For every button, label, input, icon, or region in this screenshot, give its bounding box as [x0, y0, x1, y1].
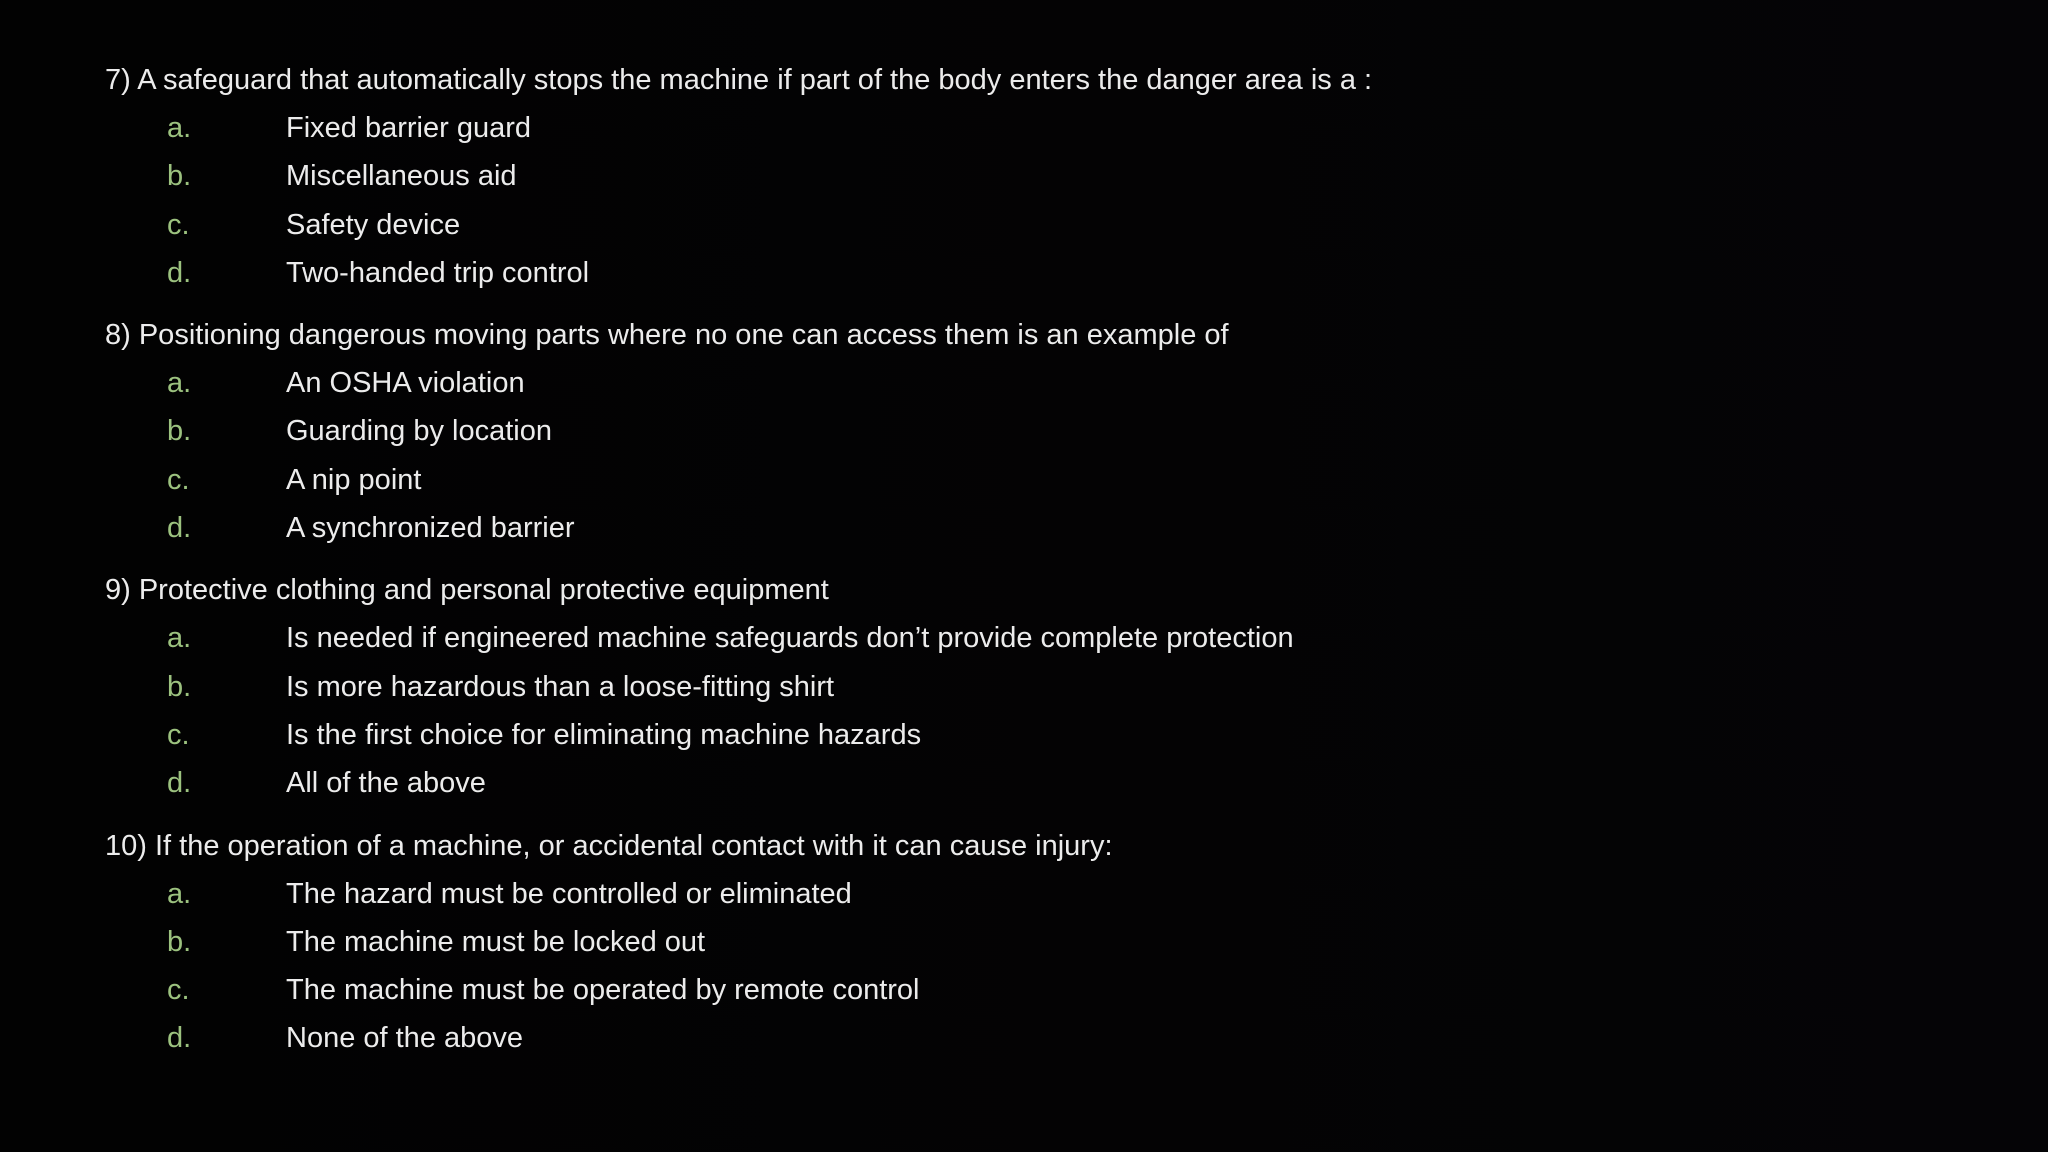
option-item — [105, 456, 1965, 504]
option-text: A nip point — [286, 463, 422, 496]
option-item — [105, 407, 1965, 455]
option-text: The machine must be locked out — [286, 925, 706, 958]
question-text: 7) A safeguard that automatically stops the machine if part of the body enters the danger area is a : — [105, 64, 1373, 96]
option-text: Two-handed trip control — [286, 256, 590, 289]
option-item — [105, 1014, 1965, 1062]
option-text: All of the above — [286, 767, 486, 800]
option-item — [105, 918, 1965, 966]
option-text: An OSHA violation — [286, 367, 525, 400]
option-letter: a. — [167, 112, 192, 144]
option-letter: c. — [167, 974, 190, 1007]
option-item — [105, 966, 1965, 1014]
option-letter: a. — [167, 367, 192, 400]
option-item — [105, 663, 1965, 711]
question-9 — [105, 566, 1965, 807]
option-text: Is more hazardous than a loose-fitting shirt — [286, 670, 835, 703]
option-item — [105, 249, 1965, 297]
option-letter: d. — [167, 256, 192, 289]
option-letter: a. — [167, 622, 192, 655]
option-letter: c. — [167, 208, 190, 241]
option-text: A synchronized barrier — [286, 512, 575, 545]
option-list — [105, 104, 1965, 297]
option-item — [105, 359, 1965, 407]
option-text: Safety device — [286, 208, 461, 241]
question-text: 9) Protective clothing and personal protective equipment — [105, 574, 829, 607]
option-item — [105, 711, 1965, 759]
option-letter: c. — [167, 718, 190, 751]
question-10 — [105, 822, 1965, 1063]
option-item — [105, 201, 1965, 249]
option-letter: d. — [167, 1022, 192, 1055]
question-list — [105, 56, 1965, 1077]
option-list — [105, 359, 1965, 552]
option-text: None of the above — [286, 1022, 524, 1055]
option-text: The hazard must be controlled or eliminated — [286, 877, 852, 910]
option-list — [105, 614, 1965, 807]
option-item — [105, 870, 1965, 918]
option-item — [105, 152, 1965, 200]
option-item — [105, 759, 1965, 807]
option-text: Fixed barrier guard — [286, 112, 531, 144]
option-letter: d. — [167, 767, 192, 800]
option-text: Is needed if engineered machine safeguards don’t provide complete protection — [286, 622, 1294, 655]
option-text: The machine must be operated by remote control — [286, 974, 920, 1007]
option-letter: d. — [167, 512, 192, 545]
option-text: Is the first choice for eliminating machine hazards — [286, 718, 922, 751]
option-letter: b. — [167, 415, 192, 448]
option-list — [105, 870, 1965, 1063]
option-letter: b. — [167, 160, 192, 193]
option-letter: a. — [167, 877, 192, 910]
question-text: 10) If the operation of a machine, or accidental contact with it can cause injury: — [105, 829, 1113, 862]
option-letter: c. — [167, 463, 190, 496]
question-8 — [105, 311, 1965, 552]
option-letter: b. — [167, 925, 192, 958]
option-item — [105, 614, 1965, 662]
option-text: Guarding by location — [286, 415, 552, 448]
question-7 — [105, 56, 1965, 297]
option-item — [105, 504, 1965, 552]
option-letter: b. — [167, 670, 192, 703]
question-text: 8) Positioning dangerous moving parts where no one can access them is an example of — [105, 319, 1229, 352]
option-text: Miscellaneous aid — [286, 160, 517, 193]
option-item — [105, 104, 1965, 152]
